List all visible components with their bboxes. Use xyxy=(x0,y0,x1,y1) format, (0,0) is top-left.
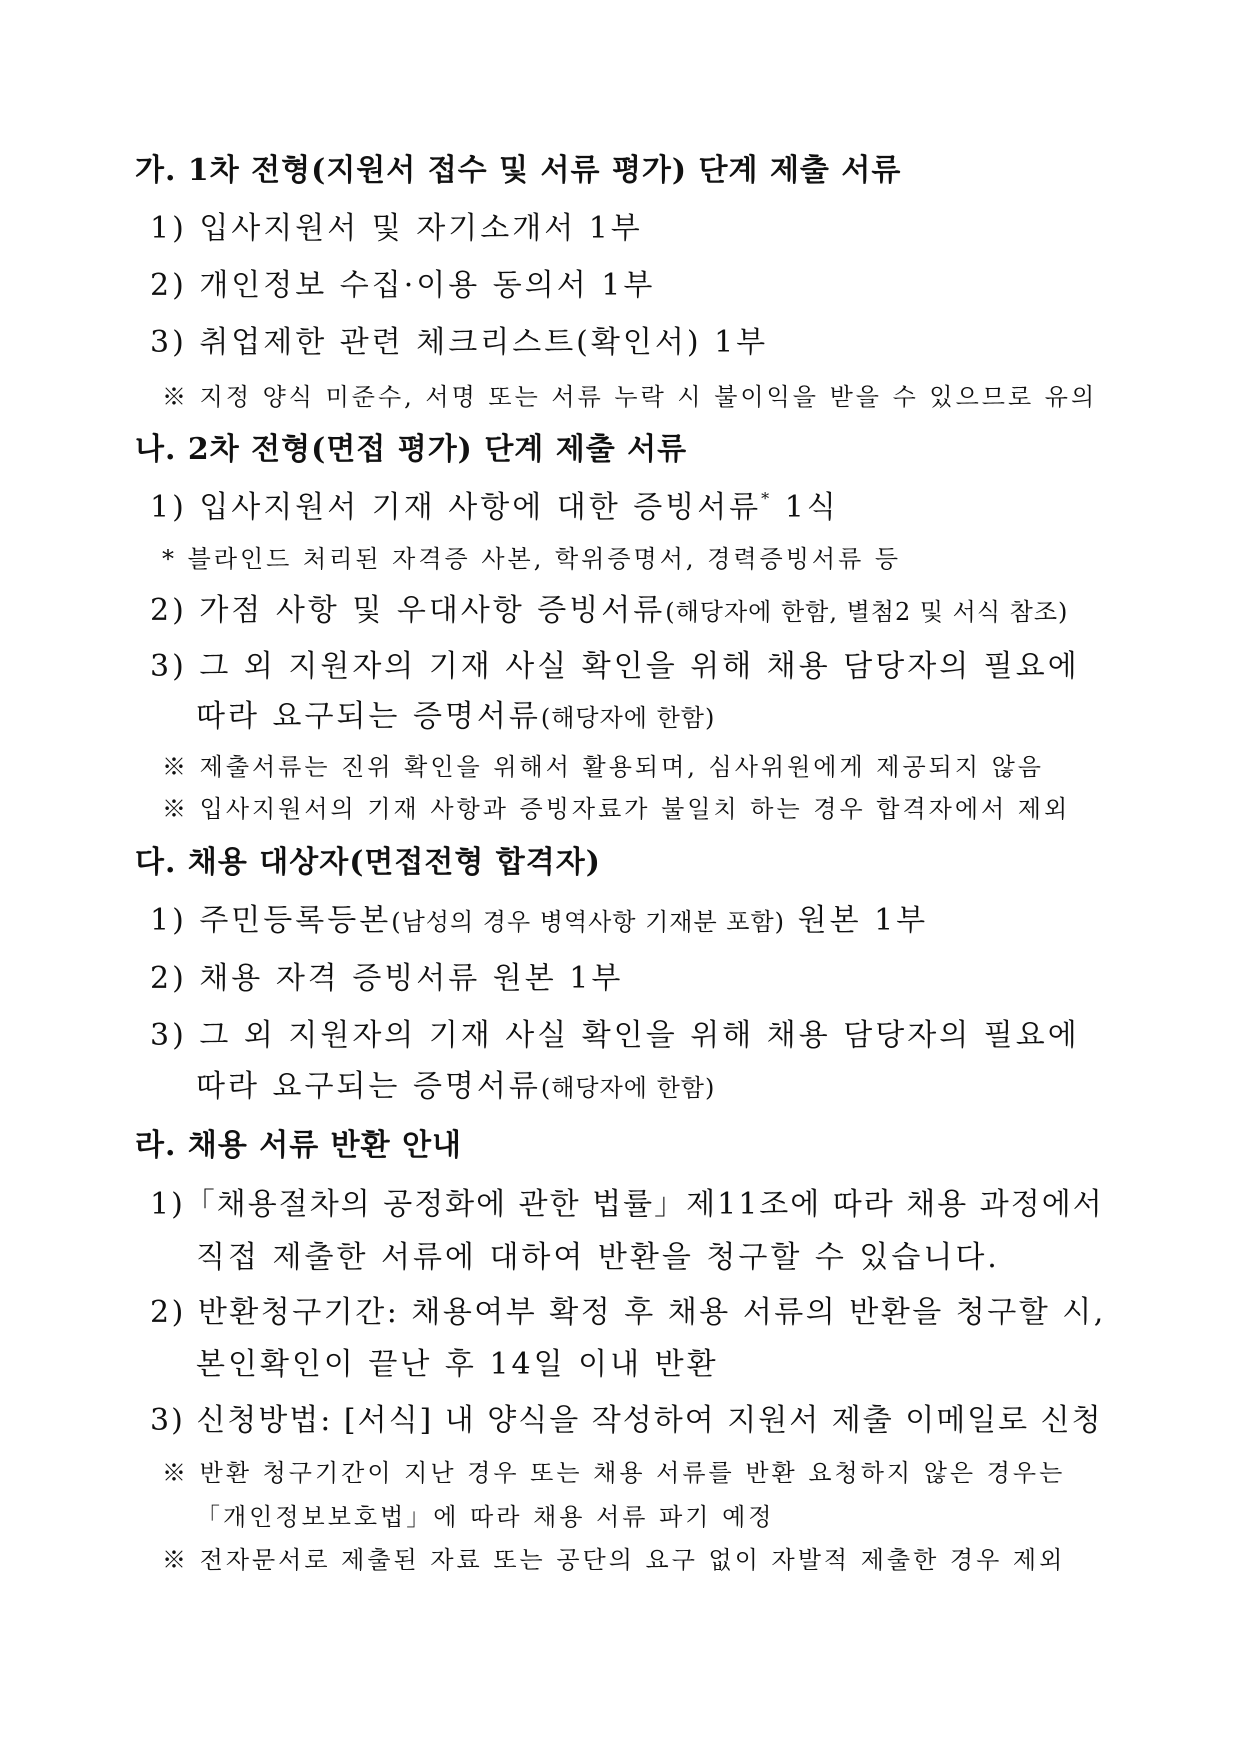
section-na-note-1: ※ 제출서류는 진위 확인을 위해서 활용되며, 심사위원에게 제공되지 않음 xyxy=(162,753,1044,781)
section-da-item-3-line-1: 3) 그 외 지원자의 기재 사실 확인을 위해 채용 담당자의 필요에 xyxy=(150,1018,1080,1053)
section-ra-item-2-line-1: 2) 반환청구기간: 채용여부 확정 후 채용 서류의 반환을 청구할 시, xyxy=(150,1295,1106,1330)
section-na-item-1-text: 1) 입사지원서 기재 사항에 대한 증빙서류 xyxy=(150,490,762,525)
section-da-item-1 xyxy=(150,903,929,938)
section-ra-item-3: 3) 신청방법: [서식] 내 양식을 작성하여 지원서 제출 이메일로 신청 xyxy=(150,1403,1103,1438)
section-ga-item-2: 2) 개인정보 수집·이용 동의서 1부 xyxy=(150,268,656,303)
section-na-item-2-note: (해당자에 한함, 별첨2 및 서식 참조) xyxy=(665,598,1069,626)
section-na-note-2: ※ 입사지원서의 기재 사항과 증빙자료가 불일치 하는 경우 합격자에서 제외 xyxy=(162,795,1071,823)
section-da-item-3-line-2-note: (해당자에 한함) xyxy=(540,1074,716,1102)
section-na-item-2 xyxy=(150,593,1069,628)
section-na-item-2-main: 2) 가점 사항 및 우대사항 증빙서류 xyxy=(150,593,666,628)
section-na-item-3-line-1: 3) 그 외 지원자의 기재 사실 확인을 위해 채용 담당자의 필요에 xyxy=(150,649,1080,684)
section-ra-note-1-line-1: ※ 반환 청구기간이 지난 경우 또는 채용 서류를 반환 요청하지 않은 경우는 xyxy=(162,1459,1066,1487)
section-da-item-1-tail: 원본 1부 xyxy=(785,903,929,938)
section-na-item-1-footnote: * 블라인드 처리된 자격증 사본, 학위증명서, 경력증빙서류 등 xyxy=(162,545,902,573)
section-ga-item-3: 3) 취업제한 관련 체크리스트(확인서) 1부 xyxy=(150,325,769,360)
section-da-item-1-main: 1) 주민등록등본 xyxy=(150,903,392,938)
section-na-item-1 xyxy=(150,489,839,525)
section-ra-note-1-line-2: 「개인정보보호법」에 따라 채용 서류 파기 예정 xyxy=(196,1503,775,1531)
section-na-item-3-line-2-note: (해당자에 한함) xyxy=(540,704,716,732)
section-ga-item-1: 1) 입사지원서 및 자기소개서 1부 xyxy=(150,211,643,246)
section-da-item-3-line-2-main: 따라 요구되는 증명서류 xyxy=(196,1069,541,1104)
section-da-item-2: 2) 채용 자격 증빙서류 원본 1부 xyxy=(150,961,624,996)
section-da-item-3-line-2 xyxy=(196,1069,716,1104)
section-na-item-3-line-2-main: 따라 요구되는 증명서류 xyxy=(196,699,541,734)
section-ga-note-1: ※ 지정 양식 미준수, 서명 또는 서류 누락 시 불이익을 받을 수 있으므로 유의 xyxy=(162,383,1098,411)
section-ra-note-2: ※ 전자문서로 제출된 자료 또는 공단의 요구 없이 자발적 제출한 경우 제외 xyxy=(162,1546,1066,1574)
section-ga-heading: 가. 1차 전형(지원서 접수 및 서류 평가) 단계 제출 서류 xyxy=(135,153,902,188)
section-na-heading: 나. 2차 전형(면접 평가) 단계 제출 서류 xyxy=(135,432,688,467)
section-ra-heading: 라. 채용 서류 반환 안내 xyxy=(135,1128,463,1163)
footnote-mark: * xyxy=(761,489,773,508)
section-na-item-3-line-2 xyxy=(196,699,716,734)
section-na-item-1-tail: 1식 xyxy=(772,490,839,525)
section-ra-item-2-line-2: 본인확인이 끝난 후 14일 이내 반환 xyxy=(196,1347,719,1382)
section-ra-item-1-line-2: 직접 제출한 서류에 대하여 반환을 청구할 수 있습니다. xyxy=(196,1240,1000,1275)
section-ra-item-1-line-1: 1)「채용절차의 공정화에 관한 법률」제11조에 따라 채용 과정에서 xyxy=(150,1187,1104,1222)
section-da-heading: 다. 채용 대상자(면접전형 합격자) xyxy=(135,845,601,880)
section-da-item-1-note: (남성의 경우 병역사항 기재분 포함) xyxy=(391,908,786,936)
